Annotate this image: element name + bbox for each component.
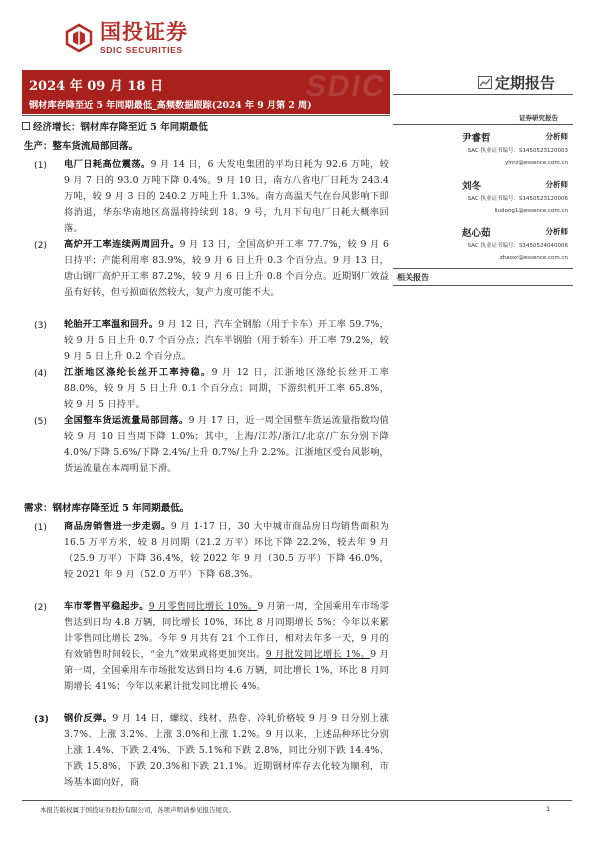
item-number: (2) (34, 240, 48, 251)
item-number: (1) (34, 522, 48, 533)
production-heading: 生产：整车货流局部回落。 (24, 141, 139, 152)
item-body (64, 519, 389, 583)
item-number: (3) (34, 714, 49, 725)
item-text: 9 月第一周，全国乘用车市场零售达到日均 4.8 万辆，同比增长 10%，环比 8 月同期增长 5%；今年以来累计零售同比增长 2%。今年 9 月共有 21 个工作日，相对去年多一天，9 月的有效销售时间较长，“金九”效果或将更加突出。 (64, 601, 389, 660)
item-lead: 轮胎开工率温和回升。 (64, 319, 159, 330)
summary-divider (22, 115, 390, 116)
analyst-role: 分析师 (545, 180, 568, 189)
analyst-card (400, 225, 568, 269)
analyst-cert: SAC 执业证书编号：S1450523120003 (467, 148, 568, 154)
item-lead: 商品房销售进一步走弱。 (64, 521, 171, 532)
item-text: 9 月 12 日，汽车全钢胎（用于卡车）开工率 59.7%，较 9 月 5 日上升 0.7 个百分点；汽车半钢胎（用于轿车）开工率 79.2%，较 9 月 5 日上升 0.2 个百分点。 (64, 319, 389, 362)
company-logo (64, 22, 188, 55)
item-body (64, 157, 389, 237)
item-number: (4) (34, 368, 48, 379)
summary-text: 经济增长：钢材库存降至近 5 年同期最低 (33, 122, 208, 133)
item-highlight: 9 月零售同比增长 10%。 (148, 601, 258, 612)
demand-heading: 需求：钢材库存降至近 5 年同期最低。 (24, 503, 190, 514)
analyst-name: 赵心茹 (462, 228, 491, 239)
analyst-card (400, 130, 568, 174)
item-lead: 车市零售平稳起步。 (64, 601, 149, 612)
item-lead: 全国整车货运流量局部回落。 (64, 415, 189, 426)
item-lead: 电厂日耗高位震荡。 (64, 159, 151, 170)
report-title: 钢材库存降至近 5 年同期最低_高频数据跟踪(2024 年 9 月第 2 周) (29, 100, 312, 111)
analyst-cert: SAC 执业证书编号：S1450523120006 (467, 196, 568, 202)
report-type-label: 定期报告 (495, 74, 556, 92)
analyst-card (400, 178, 568, 222)
analyst-role: 分析师 (545, 132, 568, 141)
checkbox-icon (22, 122, 30, 130)
analyst-name: 刘冬 (462, 181, 482, 192)
item-body (64, 317, 389, 365)
analyst-email[interactable]: zhaoxr@essence.com.cn (499, 255, 568, 261)
item-text: 9 月 12 日，江浙地区涤纶长丝开工率 88.0%，较 9 月 5 日上升 0.1 个百分点；同期，下游织机开工率 65.8%，较 9 月 5 日持平。 (64, 367, 389, 410)
analyst-cert: SAC 执业证书编号：S1450524040006 (467, 243, 568, 249)
side-divider-related (393, 268, 573, 269)
item-lead: 高炉开工率连续两周回升。 (64, 239, 180, 250)
item-body (64, 711, 389, 791)
item-number: (3) (34, 320, 48, 331)
analyst-email[interactable]: liudong1@essence.com.cn (494, 208, 568, 214)
item-text: 9 月 17 日，近一周全国整车货运流量指数均值较 9 月 10 日当周下降 1.0%；其中，上海/江苏/浙江/北京/广东分别下降 4.0%/下降 5.6%/下降 2.4%/上升 0.7%/上升 2.2%。江浙地区受台风影响，货运流量在本周明显下滑。 (64, 415, 389, 474)
item-body (64, 413, 389, 477)
related-reports-heading: 相关报告 (397, 273, 429, 282)
report-type (478, 72, 555, 93)
report-date: 2024 年 09 月 18 日 (29, 79, 163, 94)
analyst-email[interactable]: yinrz@essence.com.cn (504, 160, 568, 166)
item-text: 9 月第一周，全国乘用车市场批发达到日均 4.6 万辆，同比增长 1%，环比 8 月同期增长 41%；今年以来累计批发同比增长 4%。 (64, 649, 389, 692)
side-divider-top (393, 94, 573, 95)
logo-chinese-name: 国投证券 (100, 20, 188, 44)
item-body (64, 237, 389, 301)
item-body (64, 599, 389, 695)
page-number: 1 (546, 805, 551, 813)
item-number: (2) (34, 602, 48, 613)
title-banner (22, 70, 390, 114)
footer-disclaimer: 本报告版权属于国投证券股份有限公司，各项声明请参见报告尾页。 (40, 806, 235, 814)
analyst-name: 尹睿哲 (462, 133, 491, 144)
banner-watermark: SDIC (303, 70, 389, 103)
summary-heading (22, 119, 208, 133)
item-number: (1) (34, 160, 48, 171)
item-highlight: 9 月批发同比增长 1%。 (265, 649, 371, 660)
item-text: 9 月 14 日，螺纹、线材、热卷、冷轧价格较 9 月 9 日分别上涨 3.7%、上涨 3.2%、上涨 3.0%和上涨 1.2%。9 月以来，上述品种环比分别上涨 1.4%、下跌 2.4%、下跌 5.1%和下跌 2.8%，同比分别下跌 14.4%、下跌 15.8%、下跌 20.3%和下跌 21.1%。近期钢材库存去化较为顺利，市场基本面向好，商 (64, 713, 389, 788)
footer-divider (22, 800, 572, 801)
item-body (64, 365, 389, 413)
item-text: 9 月 14 日，6 大发电集团的平均日耗为 92.6 万吨，较 9 月 7 日的 93.0 万吨下降 0.4%。9 月 10 日，南方八省电厂日耗为 243.4 万吨，较 9 月 3 日的 240.2 万吨上升 1.3%。南方高温天气在台风影响下即将消退，华东华南地区高温将持续到 18、9 号，九月下旬电厂日耗大概率回落。 (64, 159, 389, 234)
item-text: 9 月 13 日，全国高炉开工率 77.7%，较 9 月 6 日持平；产能利用率 83.9%，较 9 月 6 日上升 0.3 个百分点。9 月 13 日，唐山钢厂高炉开工率 87.2%，较 9 月 6 日上升 0.8 个百分点。近期钢厂效益虽有好转，但亏损面依然较大，复产力度可能不大。 (64, 239, 389, 298)
analyst-role: 分析师 (545, 227, 568, 236)
logo-english-name: SDIC SECURITIES (100, 45, 183, 55)
item-lead: 钢价反弹。 (64, 713, 113, 724)
logo-emblem-icon (64, 23, 94, 53)
item-text: 9 月 1-17 日，30 大中城市商品房日均销售面积为 16.5 万平方米，较 8 月同期（21.2 万平）环比下降 22.2%，较去年 9 月（25.9 万平）下降 36.4%，较 2022 年 9 月（30.5 万平）下降 46.0%，较 2021 年 9 月（52.0 万平）下降 68.3%。 (64, 521, 389, 580)
chart-line-icon (478, 76, 492, 89)
side-divider-analysts (393, 124, 573, 125)
report-subtype: 证券研究报告 (519, 114, 558, 122)
item-number: (5) (34, 416, 48, 427)
side-divider-bottom (393, 285, 573, 286)
item-lead: 江浙地区涤纶长丝开工率持稳。 (64, 367, 212, 378)
